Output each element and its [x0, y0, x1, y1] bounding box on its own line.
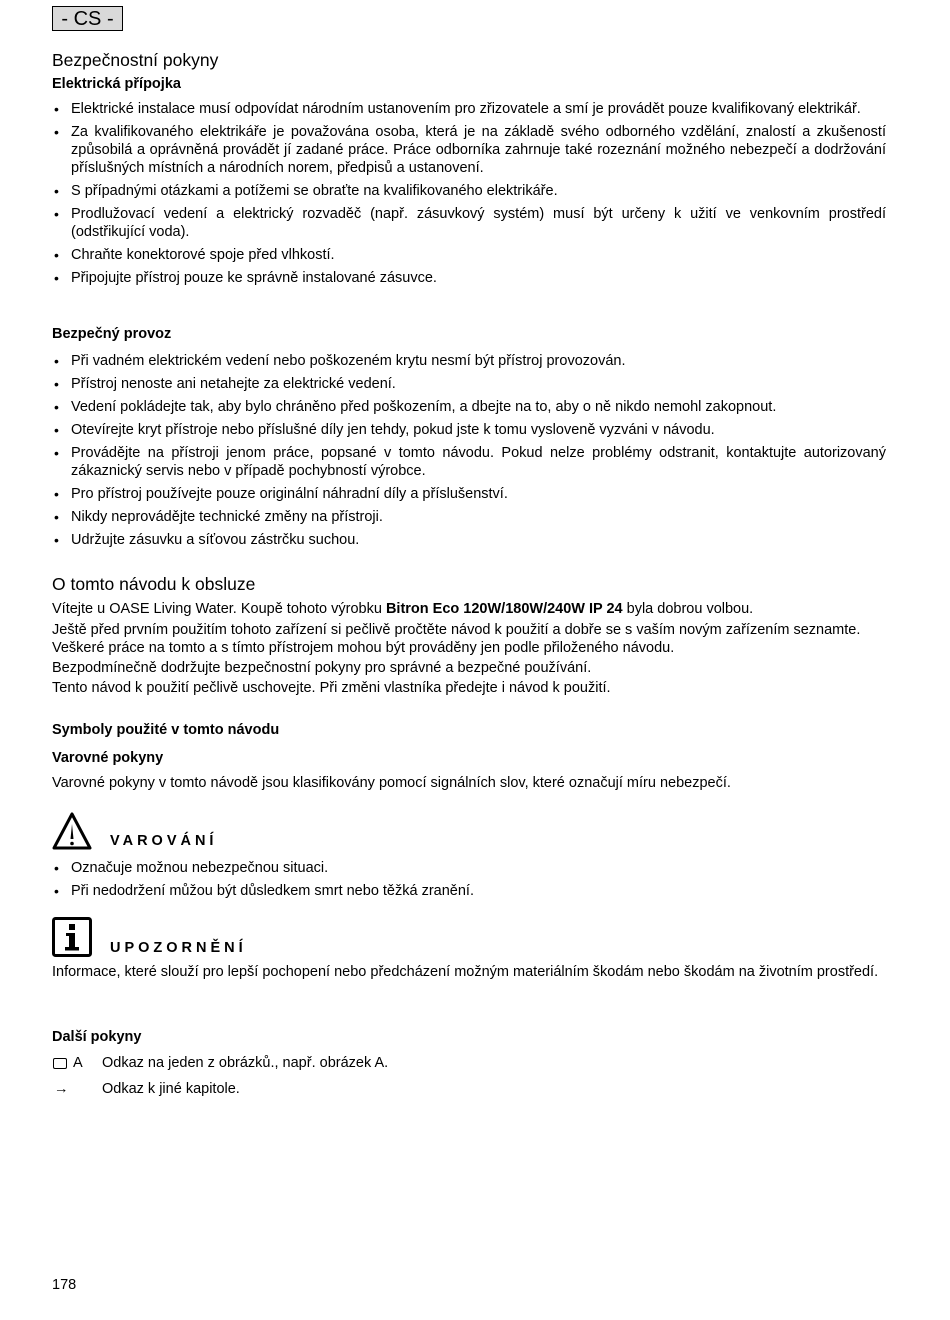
- chapter-reference-text: Odkaz k jiné kapitole.: [102, 1081, 240, 1097]
- operation-list: [52, 352, 886, 554]
- about-paragraph: Tento návod k použití pečlivě uschovejte. Při změni vlastníka předejte i návod k použití.: [52, 680, 611, 696]
- list-item: • Udržujte zásuvku a síťovou zástrčku suchou.: [52, 531, 886, 549]
- warning-row: [52, 812, 217, 850]
- page-number: 178: [52, 1277, 77, 1293]
- language-tag: - CS -: [52, 6, 123, 31]
- about-paragraph: Bezpodmínečně dodržujte bezpečnostní pokyny pro správné a bezpečné používání.: [52, 660, 592, 676]
- other-heading: Další pokyny: [52, 1029, 142, 1045]
- warning-triangle-icon: [52, 812, 92, 850]
- about-text: [52, 600, 886, 697]
- figure-reference-text: Odkaz na jeden z obrázků., např. obrázek A.: [102, 1055, 389, 1071]
- about-intro: Vítejte u OASE Living Water. Koupě tohoto výrobku Bitron Eco 120W/180W/240W IP 24 byla dobrou volbou.: [52, 601, 754, 617]
- arrow-right-icon: →: [54, 1081, 69, 1097]
- list-item: • Přístroj nenoste ani netahejte za elektrické vedení.: [52, 375, 886, 393]
- symbols-heading: Symboly použité v tomto návodu: [52, 722, 280, 738]
- safety-title: Bezpečnostní pokyny: [52, 50, 219, 70]
- list-item: • S případnými otázkami a potížemi se obraťte na kvalifikovaného elektrikáře.: [52, 182, 886, 200]
- figure-reference-row: [52, 1054, 388, 1072]
- electrical-list: [52, 100, 886, 292]
- about-title: O tomto návodu k obsluze: [52, 574, 256, 594]
- list-item: • Otevírejte kryt přístroje nebo příslušné díly jen tehdy, pokud jste k tomu vysloveně vyzváni v návodu.: [52, 421, 886, 439]
- notice-text: Informace, které slouží pro lepší pochopení nebo předcházení možným materiálním škodám nebo škodám na životním prostředí.: [52, 964, 879, 980]
- list-item: • Připojujte přístroj pouze ke správně instalované zásuvce.: [52, 269, 886, 287]
- product-name: Bitron Eco 120W/180W/240W IP 24: [385, 601, 623, 617]
- info-icon: [52, 917, 92, 957]
- list-item: • Označuje možnou nebezpečnou situaci.: [52, 859, 886, 877]
- list-item: • Elektrické instalace musí odpovídat národním ustanovením pro zřizovatele a smí je provádět pouze kvalifikovaný elektrikář.: [52, 100, 886, 118]
- warnings-heading: Varovné pokyny: [52, 750, 164, 766]
- list-item: • Za kvalifikovaného elektrikáře je považována osoba, která je na základě svého odborného vzdělání, znalostí a zkušeností způsobilá a oprávněná provádět jí zadané práce. Práce odborníka zahrnuje také rozeznání možného nebezpečí a dodržování příslušných místních a národních norem, předpisů a ustanovení.: [52, 123, 886, 177]
- warning-list: [52, 859, 886, 905]
- list-item: • Nikdy neprovádějte technické změny na přístroji.: [52, 508, 886, 526]
- electrical-heading: Elektrická přípojka: [52, 76, 181, 92]
- operation-heading: Bezpečný provoz: [52, 326, 172, 342]
- warnings-text: Varovné pokyny v tomto návodě jsou klasifikovány pomocí signálních slov, které označují míru nebezpečí.: [52, 775, 731, 791]
- list-item: • Chraňte konektorové spoje před vlhkostí.: [52, 246, 886, 264]
- notice-label: UPOZORNĚNÍ: [110, 940, 247, 956]
- list-item: • Při vadném elektrickém vedení nebo poškozeném krytu nesmí být přístroj provozován.: [52, 352, 886, 370]
- chapter-reference-row: [52, 1080, 240, 1098]
- figure-letter: A: [73, 1055, 83, 1071]
- figure-box-icon: [53, 1058, 67, 1069]
- warning-label: VAROVÁNÍ: [110, 833, 218, 849]
- list-item: • Při nedodržení můžou být důsledkem smrt nebo těžká zranění.: [52, 882, 886, 900]
- list-item: • Pro přístroj používejte pouze originální náhradní díly a příslušenství.: [52, 485, 886, 503]
- list-item: • Prodlužovací vedení a elektrický rozvaděč (např. zásuvkový systém) musí být určeny k užití ve venkovním prostředí (odstřikující voda).: [52, 205, 886, 241]
- notice-row: [52, 917, 247, 957]
- list-item: • Provádějte na přístroji jenom práce, popsané v tomto návodu. Pokud nelze problémy odstranit, kontaktujte autorizovaný zákaznický servis nebo v případě pochybností výrobce.: [52, 444, 886, 480]
- about-paragraph: Ještě před prvním použitím tohoto zařízení si pečlivě pročtěte návod k použití a dobře se s vaším novým zařízením seznamte. Veškeré práce na tomto a s tímto přístrojem mohou být prováděny jen podle přiloženého návodu.: [52, 622, 861, 656]
- list-item: • Vedení pokládejte tak, aby bylo chráněno před poškozením, a dbejte na to, aby o ně nikdo nemohl zakopnout.: [52, 398, 886, 416]
